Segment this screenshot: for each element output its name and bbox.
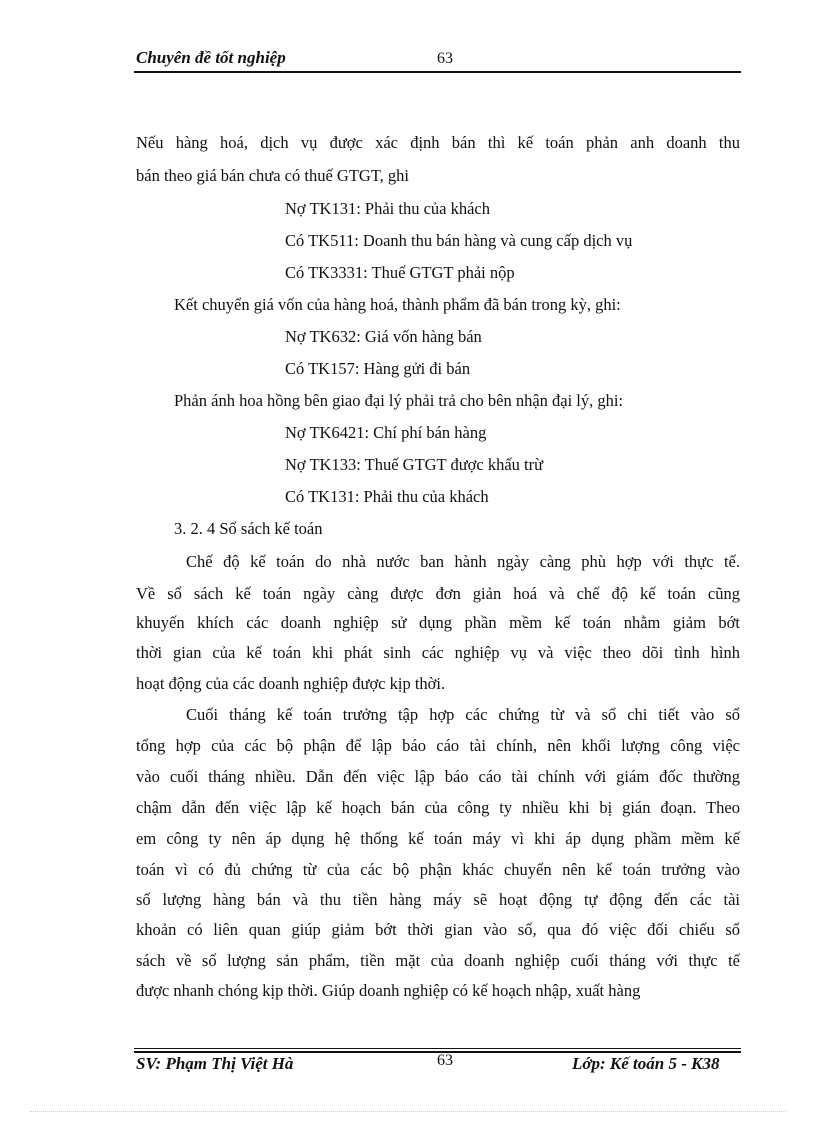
accounting-entry: Nợ TK133: Thuế GTGT được khấu trừ	[285, 455, 544, 474]
accounting-entry: Nợ TK6421: Chí phí bán hàng	[285, 423, 487, 442]
accounting-entry: Nợ TK632: Giá vốn hàng bán	[285, 327, 482, 346]
paragraph-line: Phản ánh hoa hồng bên giao đại lý phải trả cho bên nhận đại lý, ghi:	[174, 391, 624, 410]
section-heading: 3. 2. 4 Sổ sách kế toán	[174, 519, 323, 538]
footer-rule-top	[134, 1048, 741, 1049]
paragraph-line: khoản có liên quan giúp giảm bớt thời gian vào sổ, qua đó việc đối chiếu sổ	[136, 920, 740, 939]
footer-class: Lớp: Kế toán 5 - K38	[572, 1054, 720, 1073]
paragraph-line: Chế độ kế toán do nhà nước ban hành ngày càng phù hợp với thực tế.	[186, 552, 740, 571]
paragraph-line: Về sổ sách kế toán ngày càng được đơn giản hoá và chế độ kế toán cũng	[136, 584, 740, 603]
paragraph-line: được nhanh chóng kịp thời. Giúp doanh nghiệp có kế hoạch nhập, xuất hàng	[136, 981, 641, 1000]
accounting-entry: Có TK131: Phải thu của khách	[285, 487, 489, 506]
page-bottom-dotted-border	[30, 1111, 786, 1112]
paragraph-line: toán vì có đủ chứng từ của các bộ phận khác chuyển nên kế toán trưởng vào	[136, 860, 740, 879]
footer-page-number: 63	[437, 1052, 453, 1069]
paragraph-line: chậm dẫn đến việc lập kế hoạch bán của công ty nhiều khi bị gián đoạn. Theo	[136, 798, 740, 817]
paragraph-line: Nếu hàng hoá, dịch vụ được xác định bán thì kế toán phản anh doanh thu	[136, 133, 740, 152]
header-page-number: 63	[437, 50, 453, 67]
paragraph-line: tổng hợp của các bộ phận để lập báo cáo tài chính, nên khối lượng công việc	[136, 736, 740, 755]
paragraph-line: em công ty nên áp dụng hệ thống kế toán máy vì khi áp dụng phầm mềm kế	[136, 829, 740, 848]
header-title: Chuyên đề tốt nghiệp	[136, 48, 286, 67]
accounting-entry: Có TK511: Doanh thu bán hàng và cung cấp dịch vụ	[285, 231, 633, 250]
paragraph-line: vào cuối tháng nhiều. Dẫn đến việc lập báo cáo tài chính với giám đốc thường	[136, 767, 740, 786]
accounting-entry: Có TK3331: Thuế GTGT phải nộp	[285, 263, 515, 282]
paragraph-line: hoạt động của các doanh nghiệp được kịp thời.	[136, 674, 446, 693]
paragraph-line: thời gian của kế toán khi phát sinh các nghiệp vụ và việc theo dõi tình hình	[136, 643, 740, 662]
paragraph-line: Cuối tháng kế toán trưởng tập hợp các chứng từ và sổ chi tiết vào sổ	[186, 705, 740, 724]
header-rule	[134, 71, 741, 73]
footer-student-name: SV: Phạm Thị Việt Hà	[136, 1054, 294, 1073]
paragraph-line: sách về số lượng sản phẩm, tiền mặt của doanh nghiệp cuối tháng với thực tế	[136, 951, 740, 970]
paragraph-line: khuyến khích các doanh nghiệp sử dụng phần mềm kế toán nhằm giảm bớt	[136, 613, 740, 632]
paragraph-line: Kết chuyển giá vốn của hàng hoá, thành phẩm đã bán trong kỳ, ghi:	[174, 295, 621, 314]
paragraph-line: số lượng hàng bán và thu tiền hàng máy sẽ hoạt động tự động đến các tài	[136, 890, 740, 909]
accounting-entry: Nợ TK131: Phải thu của khách	[285, 199, 491, 218]
accounting-entry: Có TK157: Hàng gửi đi bán	[285, 359, 471, 378]
paragraph-line: bán theo giá bán chưa có thuế GTGT, ghi	[136, 166, 410, 185]
